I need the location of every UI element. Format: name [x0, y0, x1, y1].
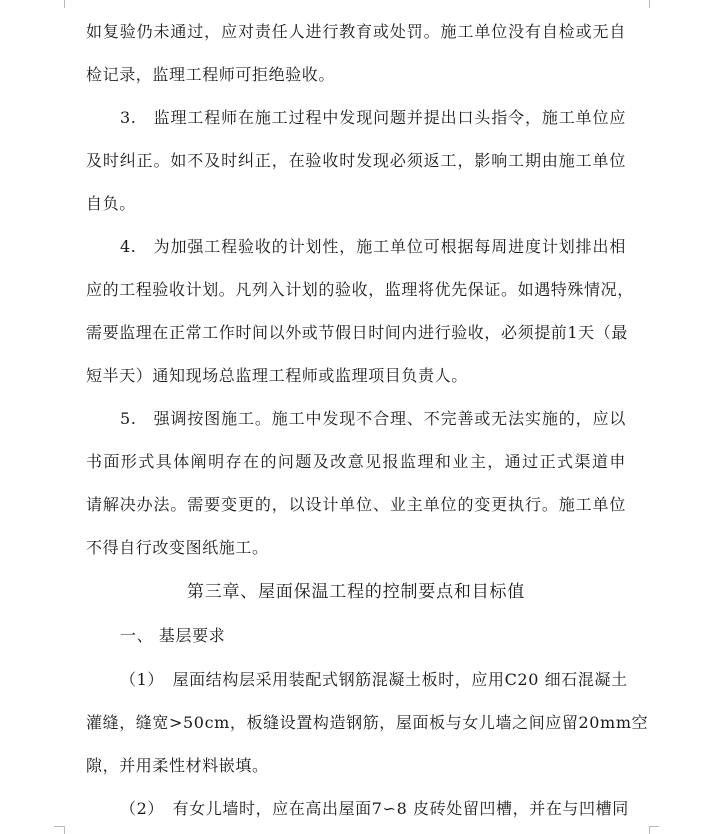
- paragraph-line: 短半天）通知现场总监理工程师或监理项目负责人。: [86, 366, 468, 385]
- paragraph-line: 及时纠正。如不及时纠正，在验收时发现必须返工，影响工期由施工单位: [86, 151, 626, 170]
- paragraph-line: （1） 屋面结构层采用装配式钢筋混凝土板时，应用C20 细石混凝土: [120, 670, 628, 689]
- paragraph-line: （2） 有女儿墙时，应在高出屋面7∽8 皮砖处留凹槽，并在与凹槽同: [120, 799, 629, 818]
- paragraph-line: 请解决办法。需要变更的，以设计单位、业主单位的变更执行。施工单位: [86, 495, 626, 514]
- paragraph-line: 不得自行改变图纸施工。: [86, 538, 269, 557]
- crop-mark-bottom-left-vertical: [64, 826, 65, 834]
- paragraph-line: 5. 强调按图施工。施工中发现不合理、不完善或无法实施的，应以: [120, 409, 626, 428]
- paragraph-line: 4. 为加强工程验收的计划性，施工单位可根据每周进度计划排出相: [120, 237, 626, 256]
- paragraph-line: 如复验仍未通过，应对责任人进行教育或处罚。施工单位没有自检或无自: [86, 22, 626, 41]
- paragraph-line: 灌缝，缝宽>50cm，板缝设置构造钢筋，屋面板与女儿墙之间应留20mm空: [86, 713, 649, 732]
- paragraph-line: 隙，并用柔性材料嵌填。: [86, 756, 269, 775]
- paragraph-line: 自负。: [86, 194, 136, 213]
- paragraph-line: 书面形式具体阐明存在的问题及改意见报监理和业主，通过正式渠道申: [86, 452, 626, 471]
- paragraph-line: 需要监理在正常工作时间以外或节假日时间内进行验收，必须提前1天（最: [86, 323, 628, 342]
- section-heading: 一、 基层要求: [120, 626, 226, 645]
- paragraph-line: 检记录，监理工程师可拒绝验收。: [86, 65, 336, 84]
- crop-mark-top-left: [64, 0, 65, 8]
- crop-mark-top-right: [649, 0, 650, 8]
- paragraph-line: 应的工程验收计划。凡列入计划的验收，监理将优先保证。如遇特殊情况，: [86, 280, 634, 299]
- crop-mark-bottom-left: [54, 826, 64, 827]
- crop-mark-bottom-right-vertical: [649, 826, 650, 834]
- crop-mark-bottom-right: [649, 826, 659, 827]
- paragraph-line: 3. 监理工程师在施工过程中发现问题并提出口头指令，施工单位应: [120, 108, 626, 127]
- chapter-heading: 第三章、屋面保温工程的控制要点和目标值: [186, 582, 526, 602]
